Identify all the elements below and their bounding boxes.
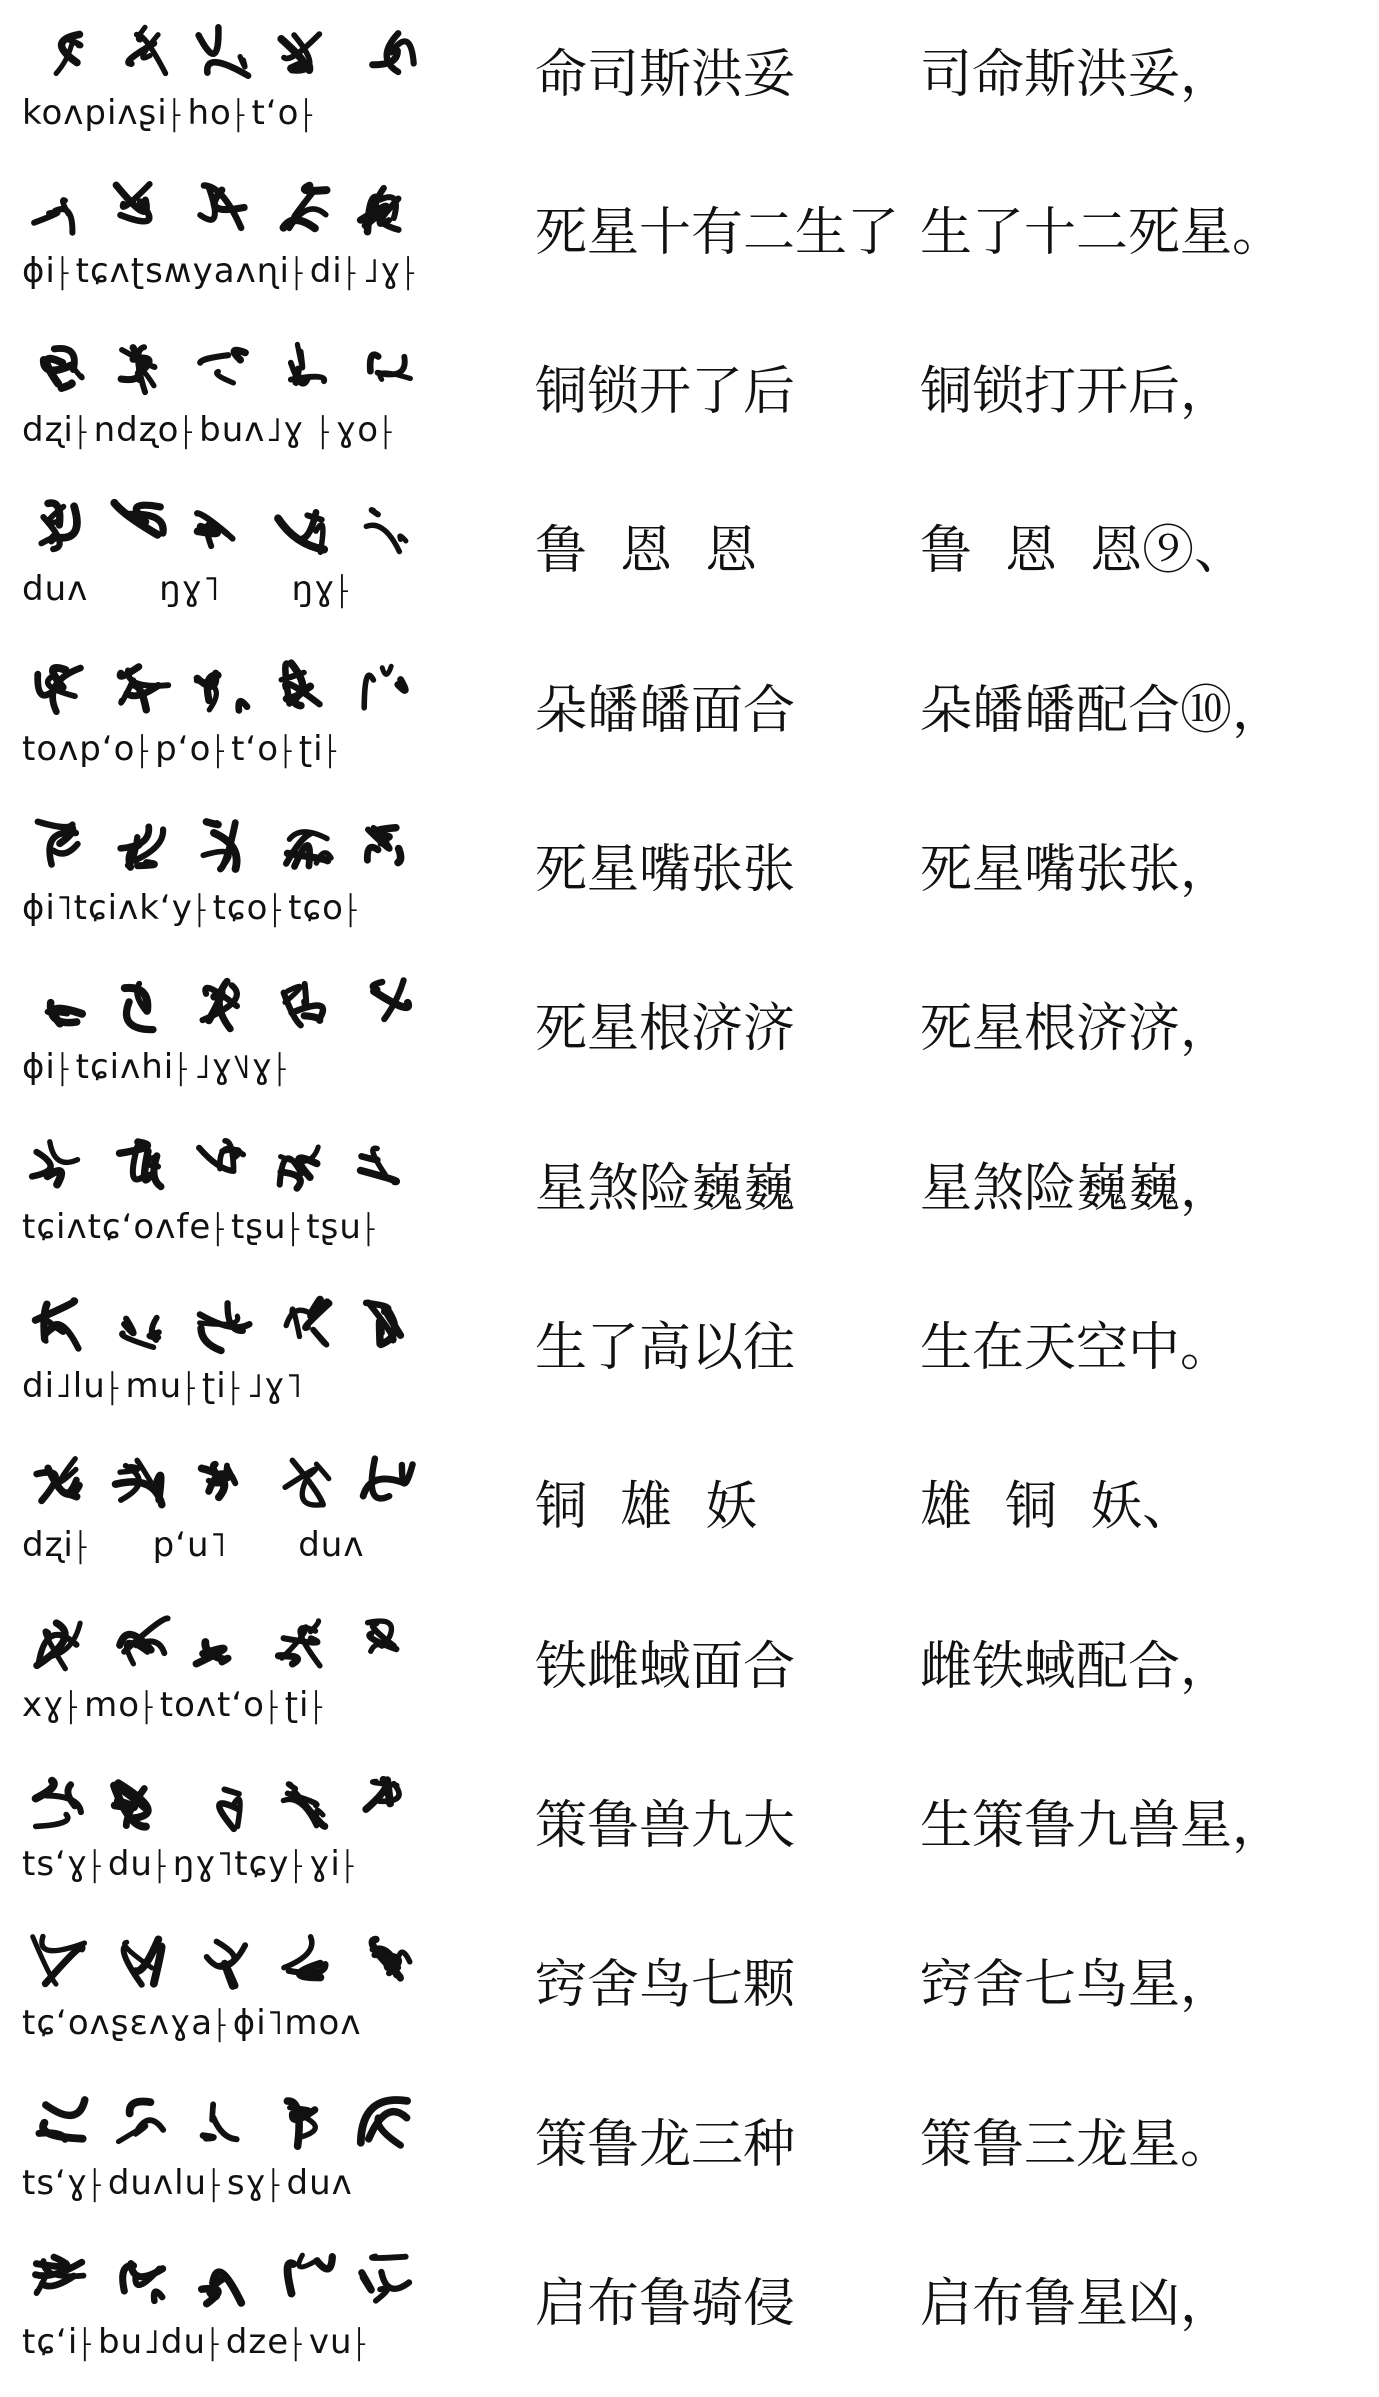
free-translation: 朵皤皤配合⑩， bbox=[920, 681, 1285, 741]
yi-script-glyph bbox=[203, 981, 237, 1029]
verse-row bbox=[0, 0, 1379, 158]
verse-row bbox=[0, 1910, 1379, 2068]
yi-script-line bbox=[22, 2088, 452, 2158]
yi-script-glyphs bbox=[22, 813, 452, 883]
yi-script-line bbox=[22, 1132, 452, 1202]
literal-translation: 铜 雄 妖 bbox=[535, 1477, 758, 1537]
yi-script-glyph bbox=[361, 188, 399, 232]
yi-script-glyph bbox=[361, 2100, 407, 2145]
yi-script-glyph bbox=[281, 34, 319, 71]
yi-script-glyph bbox=[36, 1781, 81, 1827]
yi-script-block bbox=[22, 1928, 452, 2058]
yi-script-line bbox=[22, 1928, 452, 1998]
free-translation: 生了十二死星。 bbox=[920, 203, 1285, 263]
yi-script-block bbox=[22, 1769, 452, 1899]
yi-script-glyph bbox=[363, 1459, 412, 1499]
yi-script-glyph bbox=[124, 1939, 162, 1984]
yi-script-glyphs bbox=[22, 654, 452, 724]
literal-translation: 启布鲁骑侵 bbox=[535, 2274, 796, 2334]
yi-script-glyph bbox=[128, 27, 165, 73]
yi-script-glyph bbox=[284, 984, 323, 1025]
free-translation: 星煞险巍巍， bbox=[920, 1159, 1233, 1219]
free-translation: 雄 铜 妖、 bbox=[920, 1477, 1195, 1537]
yi-script-glyph bbox=[196, 1642, 228, 1664]
yi-script-glyph bbox=[199, 1141, 243, 1171]
yi-script-glyph bbox=[286, 832, 331, 867]
yi-script-glyph bbox=[281, 663, 319, 705]
verse-row bbox=[0, 636, 1379, 794]
literal-translation: 策鲁兽九大 bbox=[535, 1796, 796, 1856]
free-translation: 死星根济济， bbox=[920, 999, 1233, 1059]
yi-script-glyph bbox=[119, 2101, 164, 2141]
yi-script-glyph bbox=[38, 822, 78, 865]
yi-script-line bbox=[22, 1291, 452, 1361]
yi-script-block bbox=[22, 1450, 452, 1580]
yi-script-glyph bbox=[34, 200, 72, 233]
literal-translation: 星煞险巍巍 bbox=[535, 1159, 796, 1219]
free-translation: 生在天空中。 bbox=[920, 1318, 1233, 1378]
yi-script-block bbox=[22, 654, 452, 784]
ipa-transcription: xɣ⸠mo⸠toʌtʻo⸠ʈi⸠ bbox=[22, 1685, 330, 1725]
yi-script-glyph bbox=[196, 673, 247, 710]
yi-script-line bbox=[22, 176, 452, 246]
yi-script-glyphs bbox=[22, 335, 452, 405]
yi-script-glyphs bbox=[22, 1450, 452, 1520]
literal-translation: 策鲁龙三种 bbox=[535, 2115, 796, 2175]
yi-script-glyph bbox=[367, 828, 400, 863]
yi-script-glyph bbox=[125, 984, 153, 1030]
free-translation: 铜锁打开后， bbox=[920, 362, 1233, 422]
yi-script-glyph bbox=[33, 1937, 85, 1985]
yi-script-glyph bbox=[56, 34, 80, 73]
yi-script-glyph bbox=[44, 348, 82, 388]
verse-row bbox=[0, 158, 1379, 316]
literal-translation: 窍舍鸟七颗 bbox=[535, 1955, 796, 2015]
yi-script-block bbox=[22, 2088, 452, 2218]
yi-script-block bbox=[22, 1610, 452, 1740]
yi-script-glyph bbox=[373, 33, 414, 72]
verse-row bbox=[0, 2070, 1379, 2228]
yi-script-glyphs bbox=[22, 18, 452, 88]
yi-script-glyph bbox=[368, 1621, 397, 1651]
yi-script-glyph bbox=[366, 1780, 399, 1810]
yi-script-glyph bbox=[284, 186, 327, 229]
yi-script-glyph bbox=[121, 347, 155, 392]
literal-translation: 命司斯洪妥 bbox=[535, 45, 796, 105]
verse-row bbox=[0, 476, 1379, 634]
yi-script-glyph bbox=[370, 355, 410, 380]
literal-translation: 朵皤皤面合 bbox=[535, 681, 796, 741]
yi-script-block bbox=[22, 1291, 452, 1421]
yi-script-glyph bbox=[288, 2255, 333, 2293]
yi-script-glyph bbox=[372, 1939, 410, 1978]
yi-script-glyph bbox=[373, 980, 408, 1019]
ipa-transcription: toʌpʻo⸠pʻo⸠tʻo⸠ʈi⸠ bbox=[22, 729, 344, 769]
yi-script-block bbox=[22, 813, 452, 943]
ipa-transcription: tɕʻi⸠bu˩du⸠dze⸠vu⸠ bbox=[22, 2322, 373, 2362]
free-translation: 司命斯洪妥， bbox=[920, 45, 1233, 105]
yi-script-glyph bbox=[287, 2101, 315, 2146]
yi-script-glyph bbox=[37, 1623, 80, 1669]
yi-script-glyph bbox=[285, 1461, 329, 1506]
yi-script-glyphs bbox=[22, 2247, 452, 2317]
yi-script-glyph bbox=[203, 822, 236, 869]
yi-script-glyph bbox=[203, 2104, 237, 2139]
ipa-transcription: dʐi⸠ pʻu˥ duʌ bbox=[22, 1525, 365, 1565]
yi-script-glyph bbox=[283, 1784, 324, 1826]
yi-script-glyph bbox=[120, 667, 168, 710]
verse-row bbox=[0, 1592, 1379, 1750]
yi-script-glyphs bbox=[22, 1610, 452, 1680]
verse-row bbox=[0, 1432, 1379, 1590]
ipa-transcription: tsʻɣ⸠duʌlu⸠sɣ⸠duʌ bbox=[22, 2163, 353, 2203]
ipa-transcription: dʐi⸠ndʐo⸠buʌ˩ɣ ⸠ɣo⸠ bbox=[22, 410, 399, 450]
ipa-transcription: ɸi⸠tɕiʌhi⸠˩ɣ˥˩ɣ⸠ bbox=[22, 1047, 293, 1087]
yi-script-glyph bbox=[47, 1003, 82, 1024]
yi-script-glyph bbox=[200, 350, 245, 383]
yi-script-glyphs bbox=[22, 494, 452, 564]
yi-script-glyph bbox=[280, 1147, 319, 1188]
free-translation: 生策鲁九兽星， bbox=[920, 1796, 1285, 1856]
yi-script-block bbox=[22, 972, 452, 1102]
yi-script-block bbox=[22, 335, 452, 465]
free-translation: 鲁 恩 恩⑨、 bbox=[920, 521, 1247, 581]
yi-script-glyph bbox=[116, 184, 149, 221]
yi-script-glyph bbox=[36, 2257, 84, 2293]
ipa-transcription: tɕʻoʌʂɛʌɣa⸠ɸi˥moʌ bbox=[22, 2003, 362, 2043]
yi-script-line bbox=[22, 1450, 452, 1520]
yi-script-glyphs bbox=[22, 176, 452, 246]
yi-script-glyph bbox=[123, 2264, 163, 2301]
yi-script-glyph bbox=[364, 666, 405, 708]
ipa-transcription: ɸi⸠tɕʌʈsʍyaʌɳi⸠di⸠˩ɣ⸠ bbox=[22, 251, 422, 291]
yi-script-glyphs bbox=[22, 1291, 452, 1361]
yi-script-line bbox=[22, 494, 452, 564]
yi-script-glyph bbox=[279, 1621, 320, 1666]
yi-script-glyph bbox=[120, 1618, 168, 1663]
free-translation: 雌铁蜮配合， bbox=[920, 1637, 1233, 1697]
yi-script-line bbox=[22, 18, 452, 88]
verse-row bbox=[0, 1114, 1379, 1272]
ipa-transcription: koʌpiʌʂi⸠ho⸠tʻo⸠ bbox=[22, 93, 320, 133]
ipa-transcription: duʌ ŋɣ˥ ŋɣ⸠ bbox=[22, 569, 356, 609]
yi-script-line bbox=[22, 1769, 452, 1839]
yi-script-block bbox=[22, 18, 452, 148]
ipa-transcription: ɸi˥tɕiʌkʻy⸠tɕo⸠tɕo⸠ bbox=[22, 888, 364, 928]
free-translation: 策鲁三龙星。 bbox=[920, 2115, 1233, 2175]
yi-script-line bbox=[22, 654, 452, 724]
yi-script-glyph bbox=[114, 1783, 148, 1827]
yi-script-glyph bbox=[278, 512, 324, 552]
ipa-transcription: tɕiʌtɕʻoʌfe⸠tʂu⸠tʂu⸠ bbox=[22, 1207, 382, 1247]
yi-script-glyphs bbox=[22, 2088, 452, 2158]
verse-row bbox=[0, 1273, 1379, 1431]
yi-script-glyph bbox=[120, 1142, 161, 1187]
yi-script-glyph bbox=[362, 2256, 409, 2300]
yi-script-glyph bbox=[41, 503, 77, 549]
verse-row bbox=[0, 954, 1379, 1112]
literal-translation: 死星嘴张张 bbox=[535, 840, 796, 900]
yi-script-glyph bbox=[122, 1318, 159, 1348]
verse-row bbox=[0, 795, 1379, 953]
yi-script-glyph bbox=[200, 1303, 250, 1350]
yi-script-glyph bbox=[200, 186, 244, 228]
yi-script-line bbox=[22, 335, 452, 405]
verse-row bbox=[0, 317, 1379, 475]
yi-script-glyph bbox=[219, 1789, 240, 1828]
ipa-transcription: di˩lu⸠mu⸠ʈi⸠˩ɣ˥ bbox=[22, 1366, 304, 1406]
yi-script-line bbox=[22, 1610, 452, 1680]
verse-row bbox=[0, 2229, 1379, 2387]
literal-translation: 铜锁开了后 bbox=[535, 362, 796, 422]
yi-script-glyph bbox=[286, 1300, 329, 1345]
yi-script-glyph bbox=[39, 2100, 85, 2139]
yi-script-glyph bbox=[207, 1942, 246, 1987]
yi-script-glyph bbox=[121, 827, 163, 867]
yi-script-glyph bbox=[366, 1303, 400, 1345]
yi-script-glyphs bbox=[22, 1928, 452, 1998]
literal-translation: 鲁 恩 恩 bbox=[535, 521, 758, 581]
ipa-transcription: tsʻɣ⸠du⸠ŋɣ˥tɕy⸠ɣi⸠ bbox=[22, 1844, 361, 1884]
free-translation: 启布鲁星凶， bbox=[920, 2274, 1233, 2334]
yi-script-glyph bbox=[38, 668, 81, 712]
yi-script-line bbox=[22, 972, 452, 1042]
yi-script-glyph bbox=[291, 344, 324, 383]
yi-script-glyph bbox=[114, 503, 163, 535]
literal-translation: 铁雌蜮面合 bbox=[535, 1637, 796, 1697]
yi-script-line bbox=[22, 2247, 452, 2317]
yi-script-block bbox=[22, 1132, 452, 1262]
yi-script-glyph bbox=[202, 2272, 242, 2303]
yi-script-block bbox=[22, 2247, 452, 2377]
yi-script-glyph bbox=[197, 513, 232, 546]
yi-script-glyph bbox=[37, 1459, 79, 1501]
yi-script-glyphs bbox=[22, 1769, 452, 1839]
yi-script-glyph bbox=[199, 27, 249, 75]
free-translation: 死星嘴张张， bbox=[920, 840, 1233, 900]
yi-script-glyph bbox=[284, 1937, 326, 1978]
free-translation: 窍舍七鸟星， bbox=[920, 1955, 1233, 2015]
yi-script-glyph bbox=[35, 1301, 78, 1349]
verse-row bbox=[0, 1751, 1379, 1909]
yi-script-glyph bbox=[32, 1142, 77, 1185]
yi-script-glyph bbox=[116, 1460, 162, 1504]
yi-script-glyph bbox=[202, 1464, 236, 1497]
literal-translation: 死星根济济 bbox=[535, 999, 796, 1059]
yi-script-line bbox=[22, 813, 452, 883]
literal-translation: 死星十有二生了 bbox=[535, 203, 900, 263]
yi-script-glyph bbox=[366, 510, 406, 552]
yi-script-glyphs bbox=[22, 972, 452, 1042]
yi-script-glyph bbox=[361, 1148, 397, 1181]
yi-script-block bbox=[22, 176, 452, 306]
yi-script-glyphs bbox=[22, 1132, 452, 1202]
yi-script-block bbox=[22, 494, 452, 624]
literal-translation: 生了高以往 bbox=[535, 1318, 796, 1378]
